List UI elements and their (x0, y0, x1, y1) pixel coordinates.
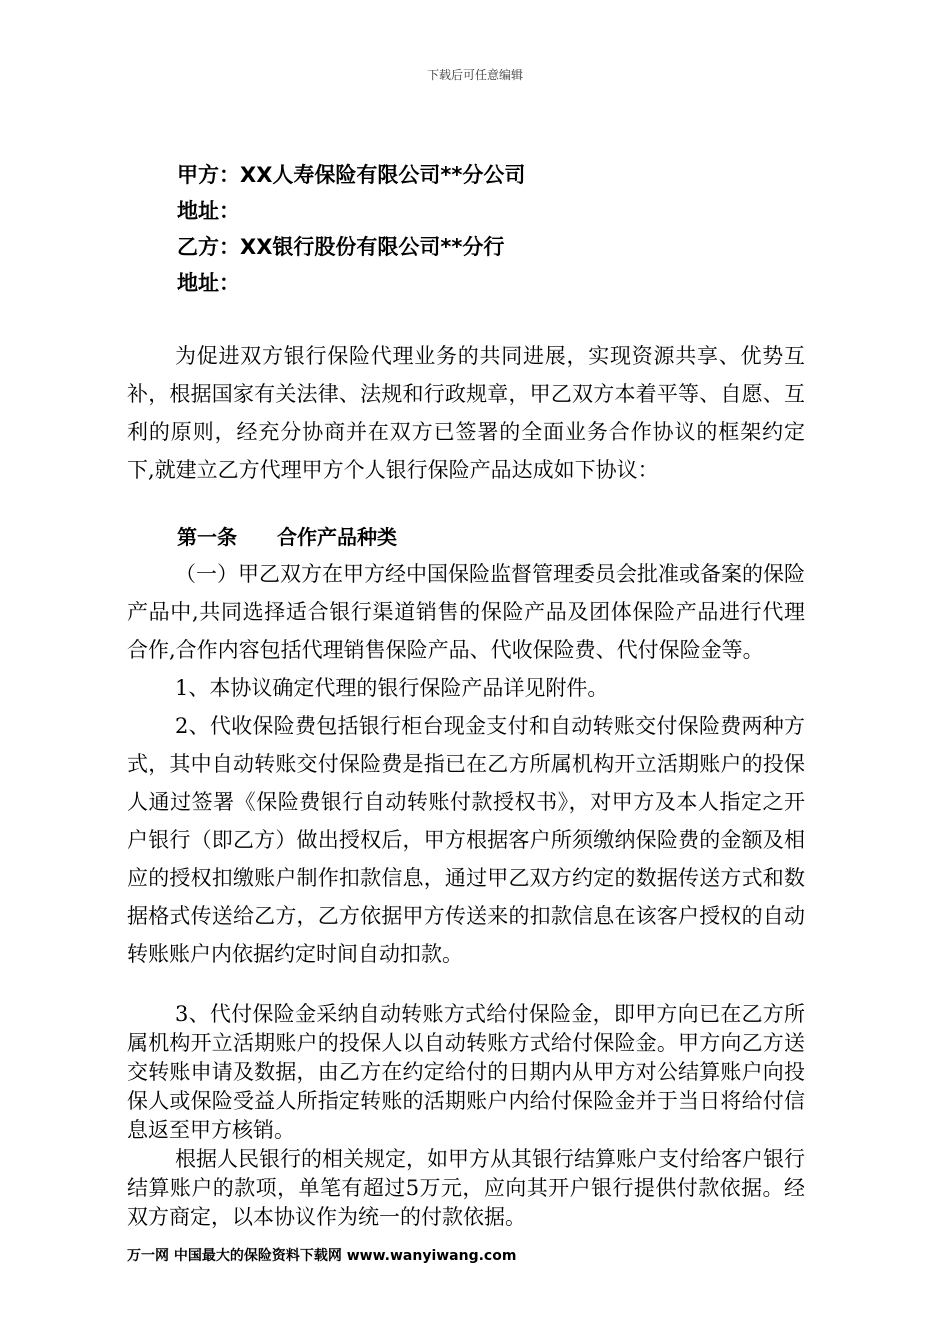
footer-note: 万一网 中国最大的保险资料下载网 www.wanyiwang.com (127, 1248, 517, 1264)
item-paragraph-2: 2、代收保险费包括银行柜台现金支付和自动转账交付保险费两种方式，其中自动转账交付保险费是指已在乙方所属机构开立活期账户的投保人通过签署《保险费银行自动转账付款授权书》，对甲方及本人指定之开户银行（即乙方）做出授权后，甲方根据客户所须缴纳保险费的金额及相应的授权扣缴账户制作扣款信息，通过甲乙双方约定的数据传送方式和数据格式传送给乙方，乙方依据甲方传送来的扣款信息在该客户授权的自动转账账户内依据约定时间自动扣款。 (127, 714, 805, 966)
article-number: 第一条 (177, 525, 237, 549)
article-title: 合作产品种类 (277, 525, 397, 549)
clause-paragraph: （一）甲乙双方在甲方经中国保险监督管理委员会批准或备案的保险产品中,共同选择适合银行渠道销售的保险产品及团体保险产品进行代理合作,合作内容包括代理销售保险产品、代收保险费、代付保险金等。 (127, 562, 805, 662)
party-b-address: 地址： (177, 271, 240, 295)
note-paragraph: 根据人民银行的相关规定，如甲方从其银行结算账户支付给客户银行结算账户的款项，单笔有超过5万元，应向其开户银行提供付款依据。经双方商定，以本协议作为统一的付款依据。 (127, 1147, 805, 1229)
article-heading (177, 519, 397, 555)
party-a: 甲方：XX人寿保险有限公司**分公司 (177, 163, 526, 187)
party-a-address: 地址： (177, 199, 240, 223)
header-note: 下载后可任意编辑 (426, 68, 523, 82)
item-paragraph-3: 3、代付保险金采纳自动转账方式给付保险金，即甲方向已在乙方所属机构开立活期账户的投保人以自动转账方式给付保险金。甲方向乙方送交转账申请及数据，由乙方在约定给付的日期内从甲方对公结算账户向投保人或保险受益人所指定转账的活期账户内给付保险金并于当日将给付信息返至甲方核销。 (127, 1002, 805, 1142)
article-body-wide (127, 555, 805, 973)
parties-block (177, 157, 817, 301)
article-body-compact (127, 1000, 805, 1232)
party-b: 乙方：XX银行股份有限公司**分行 (177, 235, 505, 259)
intro-paragraph: 为促进双方银行保险代理业务的共同进展，实现资源共享、优势互补，根据国家有关法律、法规和行政规章，甲乙双方本着平等、自愿、互利的原则，经充分协商并在双方已签署的全面业务合作协议的框架约定下,就建立乙方代理甲方个人银行保险产品达成如下协议： (127, 344, 805, 482)
item-paragraph-1: 1、本协议确定代理的银行保险产品详见附件。 (175, 676, 609, 700)
intro-section (127, 337, 805, 489)
